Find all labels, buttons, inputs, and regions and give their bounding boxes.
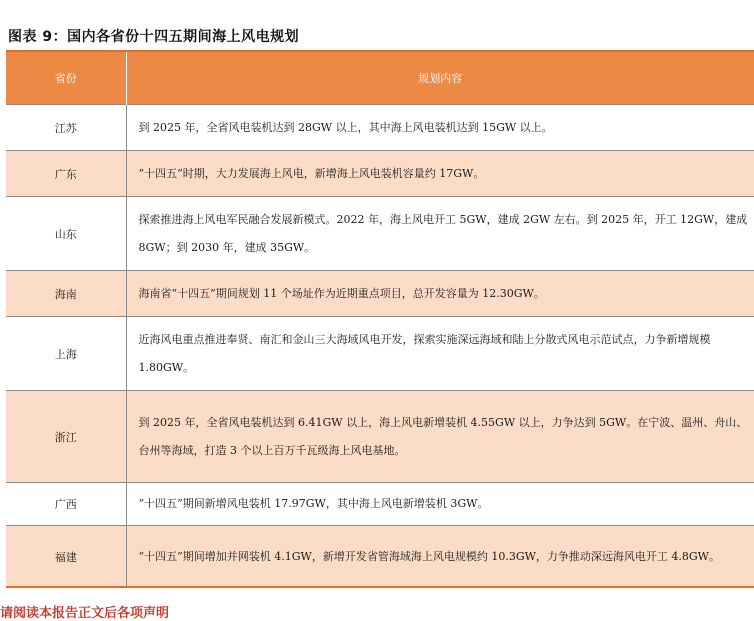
table-row: [6, 526, 754, 588]
table-row: [6, 317, 754, 391]
plan-content-cell: 到 2025 年，全省风电装机达到 28GW 以上，其中海上风电装机达到 15GW 以上。: [126, 105, 754, 151]
plan-content-cell: 到 2025 年，全省风电装机达到 6.41GW 以上，海上风电新增装机 4.55GW 以上，力争达到 5GW。在宁波、温州、舟山、台州等海域，打造 3 个以上百万千瓦级海上风电基地。: [126, 391, 754, 483]
table-row: [6, 483, 754, 526]
table-row: [6, 151, 754, 197]
province-cell: 广西: [6, 483, 126, 526]
province-cell: 山东: [6, 197, 126, 271]
plan-content-cell: 海南省“十四五”期间规划 11 个场址作为近期重点项目，总开发容量为 12.30GW。: [126, 271, 754, 317]
plan-content-cell: “十四五”期间新增风电装机 17.97GW，其中海上风电新增装机 3GW。: [126, 483, 754, 526]
table-row: [6, 105, 754, 151]
province-column-header: 省份: [6, 52, 126, 105]
plan-content-cell: 近海风电重点推进奉贤、南汇和金山三大海域风电开发，探索实施深远海域和陆上分散式风电示范试点，力争新增规模 1.80GW。: [126, 317, 754, 391]
table-header-row: [6, 52, 754, 105]
plan-content-cell: “十四五”期间增加并网装机 4.1GW，新增开发省管海域海上风电规模约 10.3GW，力争推动深远海风电开工 4.8GW。: [126, 526, 754, 588]
province-cell: 上海: [6, 317, 126, 391]
province-cell: 海南: [6, 271, 126, 317]
table-bottom-divider: [6, 586, 754, 588]
figure-caption: 图表 9：国内各省份十四五期间海上风电规划: [8, 29, 300, 45]
plan-content-cell: “十四五“时期，大力发展海上风电，新增海上风电装机容量约 17GW。: [126, 151, 754, 197]
province-cell: 福建: [6, 526, 126, 588]
province-cell: 江苏: [6, 105, 126, 151]
disclaimer-notice: 请阅读本报告正文后各项声明: [0, 606, 170, 621]
province-cell: 广东: [6, 151, 126, 197]
table-row: [6, 271, 754, 317]
province-cell: 浙江: [6, 391, 126, 483]
table-row: [6, 391, 754, 483]
content-column-header: 规划内容: [126, 52, 754, 105]
plan-content-cell: 探索推进海上风电军民融合发展新模式。2022 年，海上风电开工 5GW，建成 2GW 左右。到 2025 年，开工 12GW，建成 8GW；到 2030 年，建成 35GW。: [126, 197, 754, 271]
offshore-wind-plan-table: [6, 52, 754, 588]
table-row: [6, 197, 754, 271]
